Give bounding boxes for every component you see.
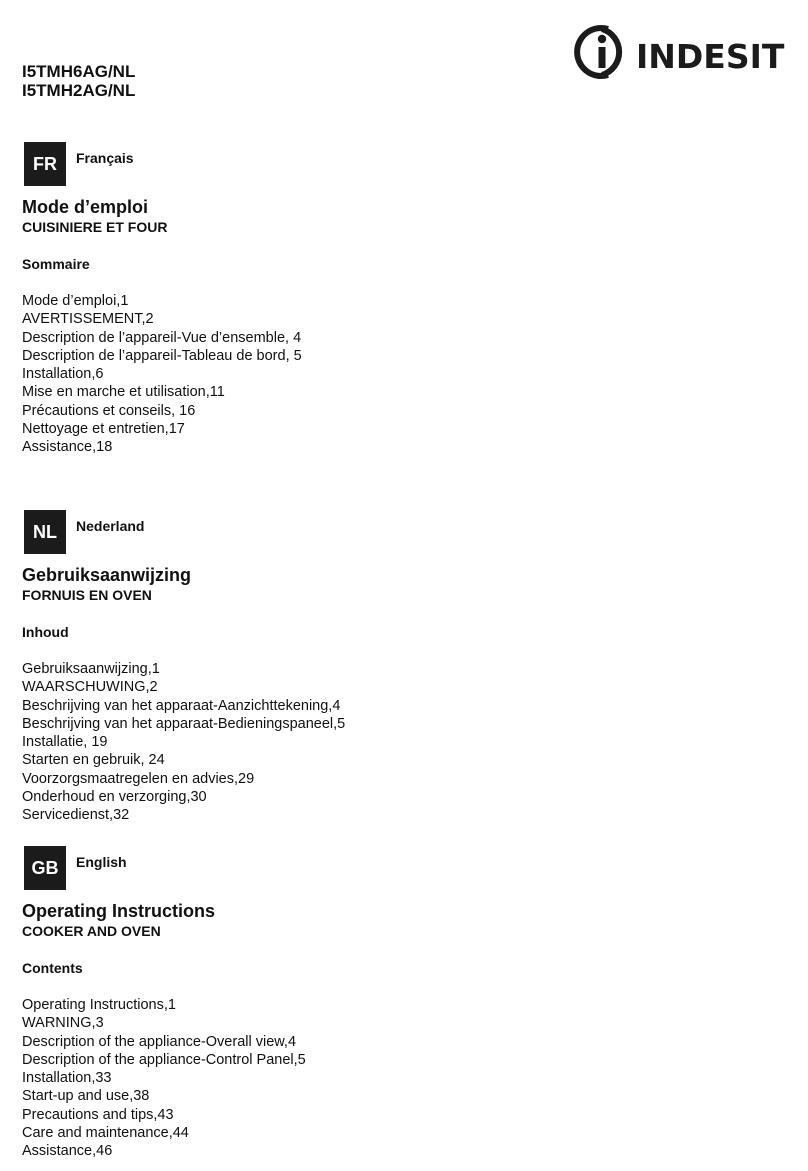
contents-heading: Contents bbox=[22, 960, 83, 976]
toc-item: Nettoyage et entretien,17 bbox=[22, 421, 185, 438]
table-of-contents bbox=[22, 996, 722, 1161]
toc-item: Start-up and use,38 bbox=[22, 1088, 150, 1105]
table-of-contents bbox=[22, 660, 722, 825]
section-subtitle: FORNUIS EN OVEN bbox=[22, 587, 152, 603]
toc-item: Précautions et conseils, 16 bbox=[22, 402, 196, 419]
section-fr bbox=[22, 142, 722, 457]
section-title: Operating Instructions bbox=[22, 901, 216, 921]
toc-item: Description of the appliance-Overall view,4 bbox=[22, 1033, 297, 1050]
language-badge: GB bbox=[24, 846, 66, 890]
toc-item: Gebruiksaanwijzing,1 bbox=[22, 661, 160, 677]
toc-item: Mode d’emploi,1 bbox=[22, 293, 129, 309]
svg-text:INDESIT: INDESIT bbox=[636, 37, 785, 76]
toc-item: WARNING,3 bbox=[22, 1015, 104, 1032]
section-nl bbox=[22, 510, 722, 825]
model-number: I5TMH2AG/NL bbox=[22, 81, 136, 100]
toc-item: Assistance,46 bbox=[22, 1143, 113, 1160]
toc-item: Description de l’appareil-Tableau de bord, 5 bbox=[22, 347, 302, 364]
language-name: Nederland bbox=[76, 518, 145, 534]
model-number: I5TMH6AG/NL bbox=[22, 62, 136, 81]
toc-item: Onderhoud en verzorging,30 bbox=[22, 789, 207, 806]
section-title: Gebruiksaanwijzing bbox=[22, 565, 192, 585]
toc-item: Description of the appliance-Control Panel,5 bbox=[22, 1051, 306, 1068]
toc-item: Starten en gebruik, 24 bbox=[22, 752, 165, 769]
toc-item: Assistance,18 bbox=[22, 439, 113, 456]
toc-item: Installation,6 bbox=[22, 366, 104, 383]
toc-item: Installation,33 bbox=[22, 1070, 112, 1087]
section-subtitle: COOKER AND OVEN bbox=[22, 923, 161, 939]
table-of-contents bbox=[22, 292, 722, 457]
toc-item: Voorzorgsmaatregelen en advies,29 bbox=[22, 770, 255, 787]
toc-item: Mise en marche et utilisation,11 bbox=[22, 384, 225, 401]
toc-item: Installatie, 19 bbox=[22, 734, 108, 751]
toc-item: AVERTISSEMENT,2 bbox=[22, 311, 154, 328]
section-gb bbox=[22, 846, 722, 1161]
toc-item: Operating Instructions,1 bbox=[22, 997, 176, 1013]
toc-item: Servicedienst,32 bbox=[22, 807, 130, 824]
language-name: Français bbox=[76, 150, 134, 166]
language-badge: NL bbox=[24, 510, 66, 554]
toc-item: Care and maintenance,44 bbox=[22, 1125, 189, 1142]
toc-item: Precautions and tips,43 bbox=[22, 1106, 174, 1123]
contents-heading: Sommaire bbox=[22, 256, 90, 272]
indesit-logo bbox=[568, 20, 788, 84]
language-badge: FR bbox=[24, 142, 66, 186]
toc-item: Beschrijving van het apparaat-Bedieningspaneel,5 bbox=[22, 715, 346, 732]
section-title: Mode d’emploi bbox=[22, 197, 148, 217]
toc-item: WAARSCHUWING,2 bbox=[22, 679, 158, 696]
toc-item: Beschrijving van het apparaat-Aanzichttekening,4 bbox=[22, 697, 341, 714]
contents-heading: Inhoud bbox=[22, 624, 69, 640]
section-subtitle: CUISINIERE ET FOUR bbox=[22, 219, 168, 235]
toc-item: Description de l’appareil-Vue d’ensemble, 4 bbox=[22, 329, 302, 346]
language-name: English bbox=[76, 854, 127, 870]
model-numbers bbox=[22, 62, 135, 100]
